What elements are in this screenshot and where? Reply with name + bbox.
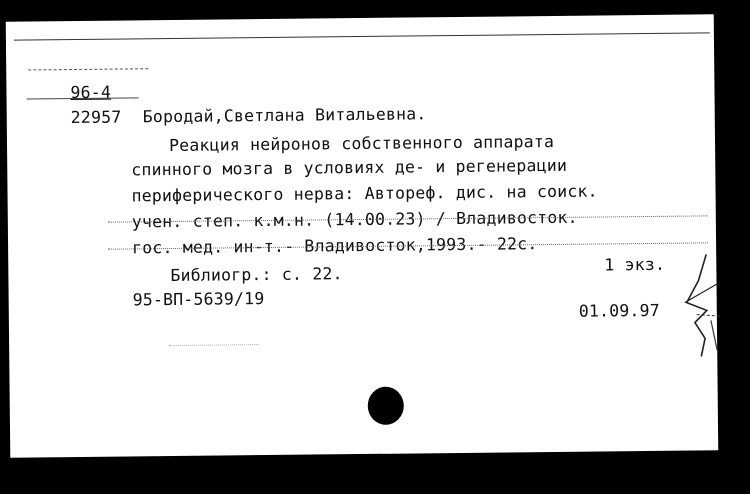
registration-code: 95-ВП-5639/19 [132,289,265,310]
copies-count: 1 экз. [604,254,666,275]
bibliography-note: Библиогр.: с. 22. [170,264,343,286]
catalog-card [6,14,719,457]
punch-hole [368,387,404,425]
faint-dots [169,344,259,346]
title-line-1: Реакция нейронов собственного аппарата [168,131,555,156]
author-name: Бородай,Светлана Витальевна. [142,104,427,127]
title-line-4: учен. степ. к.м.н. (14.00.23) / Владивосток. [131,207,578,232]
date-stamp: 01.09.97 [578,300,660,321]
title-line-5: гос. мед. ин-т.- Владивосток,1993.- 22с. [132,234,538,258]
entry-number: 22957 [70,107,122,128]
header-rule [28,68,148,70]
title-line-2: спинного мозга в условиях де- и регенерации [131,155,568,180]
handwritten-mark-icon [676,250,723,360]
shelfmark: 96-4 [70,82,112,103]
title-line-3: периферического нерва: Автореф. дис. на соиск. [131,181,598,206]
top-rule [14,32,710,40]
